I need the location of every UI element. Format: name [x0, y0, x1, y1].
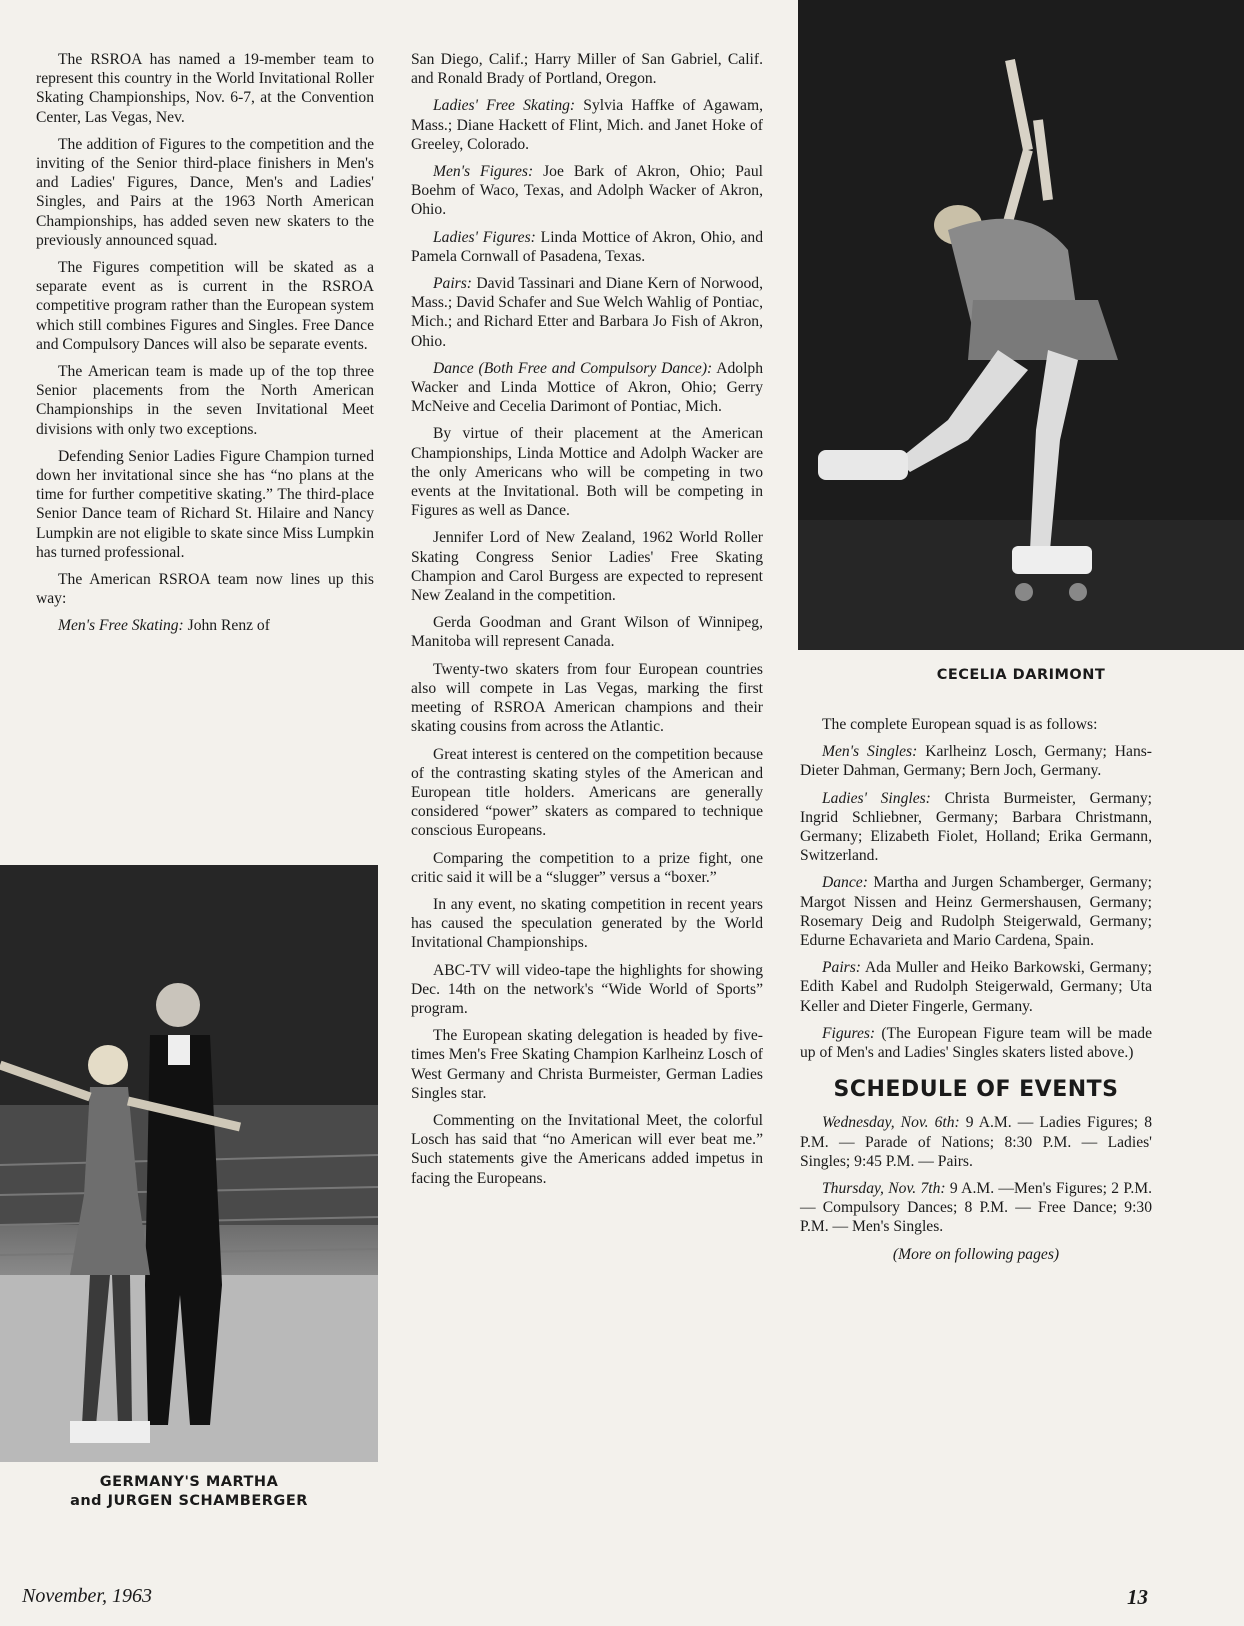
schedule-entry — [800, 1179, 1152, 1237]
paragraph: In any event, no skating competition in recent years has caused the speculation generated by the World Invitational Championships. — [411, 895, 763, 952]
lead-in: Ladies' Free Skating: — [433, 97, 576, 115]
lead-in: Men's Figures: — [433, 163, 534, 181]
paragraph: Defending Senior Ladies Figure Champion turned down her invitational since she has “no plans at the time for further competitive skating.” The third-place Senior Dance team of Richard St. Hilaire and Nancy Lumpkin are not eligible to skate since Miss Lumpkin has turned professional. — [36, 447, 374, 561]
schedule-heading: SCHEDULE OF EVENTS — [833, 1077, 1119, 1103]
paragraph-text: Adolph Wacker and Linda Mottice of Akron, Ohio; Gerry McNeive and Cecelia Darimont of Pontiac, Mich. — [411, 359, 763, 416]
paragraph-text: John Renz of — [187, 617, 270, 635]
article-column-2 — [411, 50, 763, 1196]
schedule-entry — [800, 1113, 1152, 1171]
schedule-text: 9 A.M. — Ladies Figures; 8 P.M. — Parade of Nations; 8:30 P.M. — Ladies' Singles; 9:45 P.M. — Pairs. — [800, 1114, 1152, 1170]
issue-date: November, 1963 — [22, 1585, 152, 1607]
lead-in: Figures: — [822, 1024, 876, 1042]
lead-in: Pairs: — [822, 959, 861, 977]
paragraph-text: Martha and Jurgen Schamberger, Germany; Margot Nissen and Heinz Germershausen, Germany; Rosemary Deig and Rudolph Steigerwald, Germany; Edurne Echavarieta and Mario Cardena, Spain. — [800, 874, 1152, 950]
paragraph: By virtue of their placement at the American Championships, Linda Mottice and Adolph Wacker are the only Americans who will be competing in two events at the Invitational. Both will be competing in Figures as well as Dance. — [411, 425, 763, 520]
article-column-3 — [800, 715, 1152, 1264]
paragraph: Commenting on the Invitational Meet, the colorful Losch has said that “no American will ever beat me.” Such statements give the Americans added impetus in facing the Europeans. — [411, 1111, 763, 1187]
pair-skaters-illustration — [0, 865, 378, 1462]
lead-in: Dance (Both Free and Compulsory Dance): — [433, 359, 713, 377]
paragraph: Great interest is centered on the competition because of the contrasting skating styles of the American and European title holders. Americans are generally considered “power” skaters as compared to technique conscious Europeans. — [411, 745, 763, 840]
caption-line: and JURGEN SCHAMBERGER — [70, 1493, 308, 1509]
paragraph: The American RSROA team now lines up this way: — [36, 571, 374, 608]
paragraph — [36, 616, 374, 635]
lead-in: Men's Free Skating: — [58, 617, 184, 635]
schedule-day: Thursday, Nov. 7th: — [822, 1180, 946, 1198]
paragraph-text: Ada Muller and Heiko Barkowski, Germany; Edith Kabel and Rudolph Steigerwald, Germany; Uta Keller and Dieter Fingerle, Germany. — [800, 959, 1152, 1015]
lead-in: Ladies' Singles: — [822, 789, 931, 807]
caption-line: GERMANY'S MARTHA — [99, 1474, 279, 1490]
paragraph — [411, 96, 763, 154]
page-number: 13 — [1127, 1585, 1148, 1609]
paragraph — [800, 873, 1152, 950]
paragraph: The RSROA has named a 19-member team to represent this country in the World Invitational Roller Skating Championships, Nov. 6-7, at the Convention Center, Las Vegas, Nev. — [36, 51, 374, 126]
paragraph: The addition of Figures to the competition and the inviting of the Senior third-place finishers in Men's and Ladies' Figures, Dance, Men's and Ladies' Singles, and Pairs at the 1963 North American Championships, has added seven new skaters to the previously announced squad. — [36, 135, 374, 249]
paragraph-text: David Tassinari and Diane Kern of Norwood, Mass.; David Schafer and Sue Welch Wahlig of Pontiac, Mich.; and Richard Etter and Barbara Jo Fish of Akron, Ohio. — [411, 275, 763, 350]
paragraph — [411, 274, 763, 351]
photo-caption-pair — [0, 1473, 378, 1511]
lead-in: Dance: — [822, 874, 868, 892]
paragraph — [411, 162, 763, 220]
schedule-day: Wednesday, Nov. 6th: — [822, 1114, 960, 1132]
continued-note: (More on following pages) — [892, 1245, 1060, 1263]
paragraph-text: Christa Burmeister, Germany; Ingrid Schliebner, Germany; Barbara Christmann, Germany; Elizabeth Fiolet, Holland; Erika Germann, Switzerland. — [800, 789, 1152, 865]
paragraph — [800, 789, 1152, 866]
paragraph-text: Joe Bark of Akron, Ohio; Paul Boehm of Waco, Texas, and Adolph Wacker of Akron, Ohio. — [411, 163, 763, 219]
lead-in: Men's Singles: — [822, 743, 918, 761]
paragraph: Comparing the competition to a prize fight, one critic said it will be a “slugger” versus a “boxer.” — [411, 849, 763, 886]
solo-skater-illustration — [798, 0, 1244, 650]
paragraph: San Diego, Calif.; Harry Miller of San Gabriel, Calif. and Ronald Brady of Portland, Oregon. — [411, 51, 763, 88]
photo-caption-solo: CECELIA DARIMONT — [936, 667, 1106, 683]
schedule-text: 9 A.M. —Men's Figures; 2 P.M. — Compulsory Dances; 8 P.M. — Free Dance; 9:30 P.M. — Men's Singles. — [800, 1180, 1152, 1236]
paragraph: The Figures competition will be skated as a separate event as is current in the RSROA competitive program rather than the European system which still combines Figures and Singles. Free Dance and Compulsory Dances will also be separate events. — [36, 259, 374, 353]
photo-schamberger-pair — [0, 865, 378, 1462]
paragraph: Gerda Goodman and Grant Wilson of Winnipeg, Manitoba will represent Canada. — [411, 614, 763, 651]
paragraph-text: Karlheinz Losch, Germany; Hans-Dieter Dahman, Germany; Bern Joch, Germany. — [800, 743, 1152, 780]
lead-in: Pairs: — [433, 275, 472, 293]
article-column-1 — [36, 50, 374, 644]
paragraph: ABC-TV will video-tape the highlights for showing Dec. 14th on the network's “Wide World of Sports” program. — [411, 961, 763, 1017]
paragraph — [800, 742, 1152, 780]
paragraph — [411, 228, 763, 266]
paragraph: The complete European squad is as follows: — [822, 716, 1098, 733]
paragraph: The European skating delegation is headed by five-times Men's Free Skating Champion Karlheinz Losch of West Germany and Christa Burmeister, German Ladies Singles star. — [411, 1027, 763, 1102]
paragraph: The American team is made up of the top three Senior placements from the North American Championships in the seven Invitational Meet divisions with only two exceptions. — [36, 363, 374, 438]
paragraph: Twenty-two skaters from four European countries also will compete in Las Vegas, marking the first meeting of RSROA American champions and their skating cousins from across the Atlantic. — [411, 660, 763, 736]
paragraph-text: Sylvia Haffke of Agawam, Mass.; Diane Hackett of Flint, Mich. and Janet Hoke of Greeley, Colorado. — [411, 97, 764, 153]
paragraph-text: (The European Figure team will be made up of Men's and Ladies' Singles skaters listed above.) — [800, 1024, 1152, 1062]
lead-in: Ladies' Figures: — [433, 228, 536, 246]
paragraph: Jennifer Lord of New Zealand, 1962 World Roller Skating Congress Senior Ladies' Free Skating Champion and Carol Burgess are expected to represent New Zealand in the competition. — [411, 529, 763, 605]
paragraph — [411, 359, 763, 417]
paragraph-text: Linda Mottice of Akron, Ohio, and Pamela Cornwall of Pasadena, Texas. — [411, 228, 764, 265]
paragraph — [800, 1024, 1152, 1062]
paragraph — [800, 958, 1152, 1016]
photo-cecelia-darimont — [798, 0, 1244, 650]
